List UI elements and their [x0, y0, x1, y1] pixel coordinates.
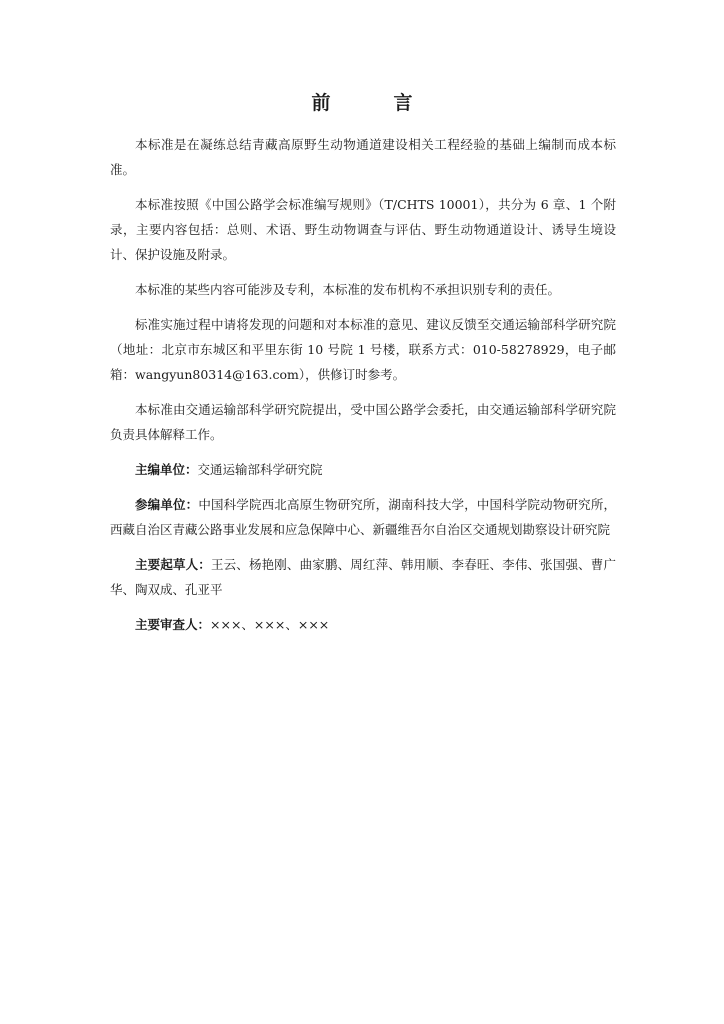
page-title: 前 言 — [311, 92, 435, 114]
drafters-value: 王云、杨艳刚、曲家鹏、周红萍、韩用顺、李春旺、李伟、张国强、曹广华、陶双成、孔亚平 — [110, 557, 616, 597]
paragraph-patent: 本标准的某些内容可能涉及专利，本标准的发布机构不承担识别专利的责任。 — [135, 282, 561, 297]
chief-editor-label: 主编单位： — [135, 462, 198, 477]
participating-editors-label: 参编单位： — [135, 497, 199, 512]
reviewers-label: 主要审查人： — [135, 617, 211, 632]
reviewers-line — [110, 612, 616, 637]
paragraph-interpretation: 本标准由交通运输部科学研究院提出，受中国公路学会委托，由交通运输部科学研究院负责具体解释工作。 — [110, 402, 616, 442]
paragraph-structure: 本标准按照《中国公路学会标准编写规则》（T/CHTS 10001），共分为 6 章、1 个附录，主要内容包括：总则、术语、野生动物调查与评估、野生动物通道设计、诱导生境设计、保护设施及附录。 — [110, 197, 616, 262]
drafters-label: 主要起草人： — [135, 557, 211, 572]
chief-editor-value: 交通运输部科学研究院 — [197, 462, 323, 477]
chief-editor-line — [110, 457, 616, 482]
drafters-line — [110, 552, 616, 602]
foreword-body — [110, 132, 616, 647]
paragraph-basis: 本标准是在凝练总结青藏高原野生动物通道建设相关工程经验的基础上编制而成本标准。 — [110, 137, 616, 177]
reviewers-value: ×××、×××、××× — [210, 617, 330, 632]
participating-editors-line — [110, 492, 616, 542]
paragraph-feedback: 标准实施过程中请将发现的问题和对本标准的意见、建议反馈至交通运输部科学研究院（地址：北京市东城区和平里东街 10 号院 1 号楼，联系方式：010-58278929，电子邮箱：wangyun80314@163.com），供修订时参考。 — [110, 317, 616, 382]
participating-editors-value: 中国科学院西北高原生物研究所，湖南科技大学，中国科学院动物研究所，西藏自治区青藏公路事业发展和应急保障中心、新疆维吾尔自治区交通规划勘察设计研究院 — [110, 497, 616, 537]
